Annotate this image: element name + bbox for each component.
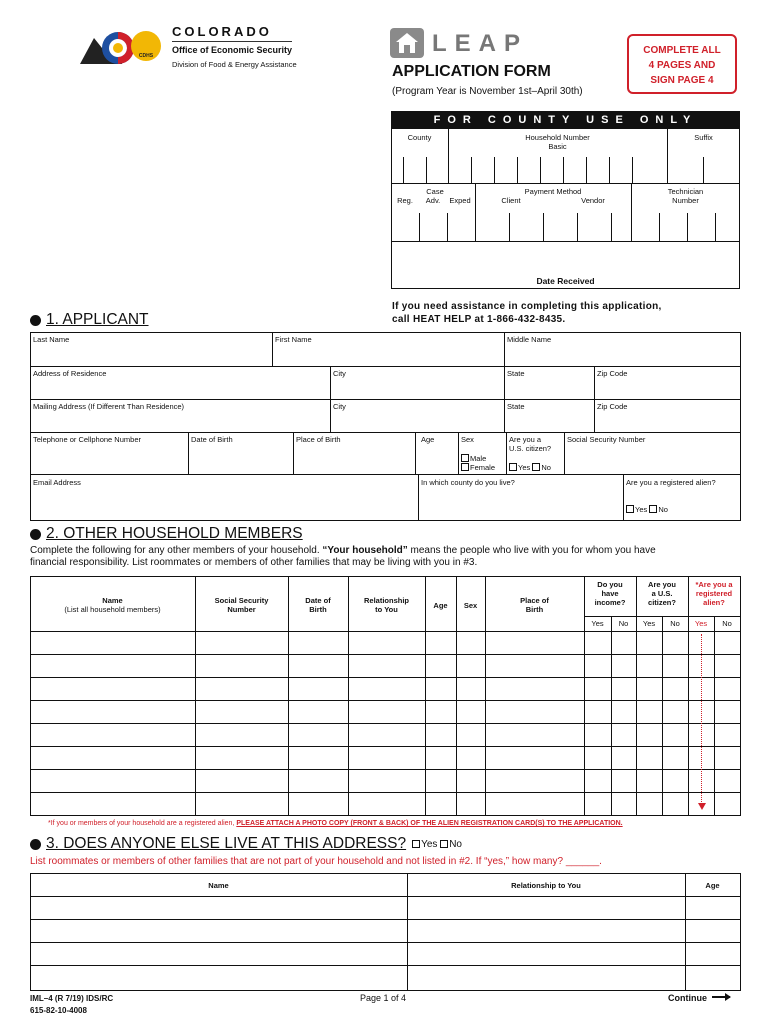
col-citizen-line: a U.S.	[651, 589, 673, 598]
page-number: Page 1 of 4	[360, 993, 407, 1003]
col-alien	[688, 580, 740, 607]
form-id	[30, 993, 113, 1017]
col-income-line: have	[601, 589, 619, 598]
age-field[interactable]: Age	[421, 435, 435, 444]
alien-note	[48, 820, 623, 827]
col-alien-line: *Are you a	[695, 580, 733, 589]
citizen-yes-checkbox[interactable]	[509, 463, 517, 471]
section1-heading	[30, 311, 149, 329]
number-label: Number	[672, 196, 699, 205]
client-label: Client	[501, 196, 521, 205]
notice-line: 4 PAGES AND	[648, 60, 716, 71]
division-name: Division of Food & Energy Assistance	[172, 60, 297, 69]
mailing-zip-field[interactable]: Zip Code	[597, 402, 628, 411]
office-name: Office of Economic Security	[172, 45, 293, 55]
mailing-state-field[interactable]: State	[507, 402, 525, 411]
female-option[interactable]	[461, 463, 495, 472]
arrow-right-icon	[712, 996, 730, 998]
col-rel-line: Relationship	[363, 596, 409, 605]
exped-label: Exped	[449, 196, 471, 205]
household-number-label: Household Number	[525, 133, 590, 142]
col-alien-line: alien?	[703, 598, 725, 607]
help-line: call HEAT HELP at 1-866-432-8435.	[392, 314, 566, 325]
mailing-city-field[interactable]: City	[333, 402, 346, 411]
reg-label: Reg.	[397, 196, 413, 205]
alien-no: No	[722, 619, 732, 628]
continue-label	[668, 993, 730, 1003]
col-dob-line: Birth	[309, 605, 327, 614]
col-citizen	[636, 580, 688, 607]
col-ssn-line: Number	[227, 605, 256, 614]
notice-line: COMPLETE ALL	[643, 45, 721, 56]
form-id-line: IML–4 (R 7/19) IDS/RC	[30, 994, 114, 1003]
payment-method-label: Payment Method	[524, 187, 582, 196]
county-use-grid	[391, 129, 740, 289]
date-received-label: Date Received	[536, 276, 595, 286]
citizen-q-line: Are you a	[509, 435, 542, 444]
notice-line: SIGN PAGE 4	[650, 75, 714, 86]
section2-heading	[30, 525, 303, 543]
col-pob-line: Birth	[525, 605, 544, 614]
section3-options	[412, 839, 462, 850]
citizen-yes: Yes	[642, 619, 656, 628]
section3-title: 3. DOES ANYONE ELSE LIVE AT THIS ADDRESS?	[46, 835, 407, 852]
yes-label: Yes	[421, 838, 438, 850]
no-label: No	[658, 505, 668, 514]
first-name-field[interactable]: First Name	[275, 335, 312, 344]
col-rel-line: to You	[375, 605, 398, 614]
col-pob	[485, 596, 584, 614]
applicant-grid	[30, 332, 741, 521]
down-arrow-icon	[698, 803, 706, 810]
col-income	[584, 580, 636, 607]
col-ssn-line: Social Security	[214, 596, 269, 605]
col-dob-line: Date of	[305, 596, 331, 605]
adv-label: Adv.	[425, 196, 441, 205]
vendor-label: Vendor	[581, 196, 605, 205]
basic-label: Basic	[548, 142, 567, 151]
col-citizen-line: Are you	[648, 580, 676, 589]
form-num-line: 615-82-10-4008	[30, 1006, 87, 1015]
no-label: No	[449, 838, 462, 850]
section2-intro	[30, 545, 745, 569]
section3-yes-checkbox[interactable]	[412, 840, 420, 848]
phone-field[interactable]: Telephone or Cellphone Number	[33, 435, 141, 444]
bullet-icon	[30, 529, 41, 540]
alien-note-emphasis: PLEASE ATTACH A PHOTO COPY (FRONT & BACK) OF THE ALIEN REGISTRATION CARD(S) TO THE APPLICATION.	[236, 820, 623, 827]
county-label: County	[407, 133, 432, 142]
col-relationship	[348, 596, 425, 614]
help-line: If you need assistance in completing this application,	[392, 301, 662, 312]
checkbox[interactable]	[461, 454, 469, 462]
county-field[interactable]: In which county do you live?	[421, 478, 515, 487]
no-label: No	[541, 463, 551, 472]
case-label: Case	[426, 187, 444, 196]
col-income-line: income?	[594, 598, 626, 607]
alien-yes-checkbox[interactable]	[626, 505, 634, 513]
intro-text: means the people who live with you for whom you have	[407, 545, 656, 556]
alien-options	[626, 505, 668, 514]
section2-title: 2. OTHER HOUSEHOLD MEMBERS	[46, 525, 303, 542]
intro-bold: “Your household”	[322, 545, 408, 556]
county-use-heading: FOR COUNTY USE ONLY	[392, 112, 739, 129]
household-table	[30, 576, 741, 816]
col-ssn	[195, 596, 288, 614]
income-no: No	[618, 619, 629, 628]
intro-text: Complete the following for any other members of your household.	[30, 545, 323, 556]
citizen-options	[509, 463, 551, 472]
alien-yes: Yes	[694, 619, 708, 628]
section3-intro: List roommates or members of other families that are not part of your household and not listed in #2. If “yes,” how many? ______.	[30, 856, 602, 867]
female-label: Female	[470, 463, 496, 472]
yes-label: Yes	[635, 505, 648, 514]
complete-all-notice	[627, 34, 737, 94]
col-pob-line: Place of	[520, 596, 549, 605]
ssn-field[interactable]: Social Security Number	[567, 435, 646, 444]
leap-wordmark: LEAP	[432, 30, 529, 57]
bullet-icon	[30, 315, 41, 326]
alien-note-text: *If you or members of your household are a registered alien,	[48, 820, 237, 827]
program-year: (Program Year is November 1st–April 30th)	[392, 86, 583, 97]
colorado-cdhs-logo	[80, 24, 162, 76]
suffix-label: Suffix	[694, 133, 713, 142]
alien-no-checkbox[interactable]	[649, 505, 657, 513]
alien-arrow-line	[701, 634, 702, 804]
col-age: Age	[705, 881, 720, 890]
col-name: Name	[102, 596, 123, 605]
state-name: COLORADO	[172, 24, 272, 39]
form-title: APPLICATION FORM	[392, 63, 551, 80]
continue-text: Continue	[668, 993, 707, 1003]
col-alien-line: registered	[695, 589, 733, 598]
email-field[interactable]: Email Address	[33, 478, 81, 487]
alien-question: Are you a registered alien?	[626, 478, 716, 487]
citizen-no-checkbox[interactable]	[532, 463, 540, 471]
header-divider	[172, 41, 292, 42]
mailing-address-field[interactable]: Mailing Address (If Different Than Residence)	[33, 402, 185, 411]
yes-label: Yes	[518, 463, 531, 472]
intro-text: financial responsibility. List roommates or members of other families that may be living with you in #3.	[30, 557, 478, 568]
col-age: Age	[433, 601, 448, 610]
help-text	[392, 300, 662, 326]
col-dob	[288, 596, 348, 614]
middle-name-field[interactable]: Middle Name	[507, 335, 552, 344]
cdhs-label: CDHS	[138, 53, 154, 59]
technician-label: Technician	[667, 187, 704, 196]
address-field[interactable]: Address of Residence	[33, 369, 107, 378]
male-label: Male	[470, 454, 487, 463]
section3-heading	[30, 835, 462, 853]
roommates-table	[30, 873, 741, 991]
city-field[interactable]: City	[333, 369, 346, 378]
sex-label: Sex	[461, 435, 474, 444]
dob-field[interactable]: Date of Birth	[191, 435, 233, 444]
col-name-sub: (List all household members)	[64, 605, 161, 614]
income-yes: Yes	[591, 619, 604, 628]
bullet-icon	[30, 839, 41, 850]
house-icon	[390, 28, 424, 58]
last-name-field[interactable]: Last Name	[33, 335, 70, 344]
checkbox[interactable]	[461, 463, 469, 471]
citizen-question	[509, 435, 551, 453]
section1-title: 1. APPLICANT	[46, 311, 149, 328]
col-name: Name	[208, 881, 229, 890]
col-citizen-line: citizen?	[648, 598, 676, 607]
section3-no-checkbox[interactable]	[440, 840, 448, 848]
pob-field[interactable]: Place of Birth	[296, 435, 341, 444]
state-field[interactable]: State	[507, 369, 525, 378]
col-income-line: Do you	[597, 580, 623, 589]
col-sex: Sex	[463, 601, 478, 610]
citizen-no: No	[670, 619, 680, 628]
col-relationship: Relationship to You	[511, 881, 581, 890]
zip-field[interactable]: Zip Code	[597, 369, 628, 378]
male-option[interactable]	[461, 454, 486, 463]
citizen-q-line: U.S. citizen?	[509, 444, 552, 453]
